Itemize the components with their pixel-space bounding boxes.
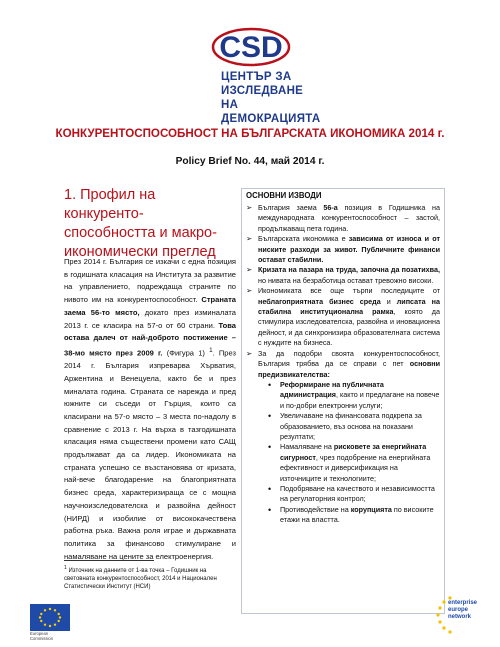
item-text: Икономиката все още търпи последиците от <box>258 286 440 296</box>
list-item <box>246 265 440 286</box>
een-line: enterprise <box>448 600 478 606</box>
item-text: Българската икономика е <box>258 234 349 244</box>
sub-list-item <box>246 484 440 505</box>
arrow-bullet-icon: ➢ <box>246 203 253 212</box>
logo-letters: CSD <box>219 31 283 64</box>
body-text-run: докато през изминалата 2013 г. се класира на 57-о от 60 страни. <box>64 307 236 330</box>
list-item <box>246 349 440 380</box>
key-findings-heading: ОСНОВНИ ИЗВОДИ <box>246 191 322 200</box>
arrow-bullet-icon: ➢ <box>246 348 253 358</box>
sub-list-item <box>246 411 440 442</box>
arrow-bullet-icon: ➢ <box>246 286 253 296</box>
footnote-divider <box>64 560 154 561</box>
item-bold: зависима от износа и от ниските разходи за живот. Публичните финанси остават стабилни. <box>258 234 440 265</box>
body-bold-run: Страната заема 56-то място, <box>64 295 236 317</box>
csd-logo-mark <box>211 26 291 68</box>
bullet-dot-icon: • <box>268 379 272 390</box>
item-text: , както и предлагане на повече и по-добри електронни услуги; <box>280 390 440 410</box>
footnote-mark: 1 <box>64 565 67 571</box>
body-bold-run: Това остава далеч от най-доброто постижение – 38-мо място през 2009 г. <box>64 320 236 358</box>
item-bold: липсата на стабилна институционална рамка <box>258 296 441 317</box>
een-text <box>448 600 477 621</box>
body-paragraph <box>64 256 236 563</box>
eu-caption-line: European <box>30 631 49 636</box>
item-bold: Кризата на пазара на труда, започна да позатихва, <box>258 265 440 275</box>
item-text: Увеличаване на финансовата подкрепа за образованието, въз основа на показани резултати; <box>280 411 422 441</box>
een-line: europe <box>448 607 469 613</box>
bullet-dot-icon: • <box>268 483 272 494</box>
footnote <box>64 564 236 591</box>
policy-brief-number: Policy Brief No. 44, май 2014 г. <box>175 156 325 167</box>
csd-logo <box>203 26 321 128</box>
item-bold: Реформиране на публичната администрация <box>280 379 384 400</box>
item-text: , чрез подобрение на енергийната ефективност и диверсификация на източниците и технологиите; <box>280 452 431 483</box>
european-commission-logo <box>30 604 70 641</box>
body-text-run: През 2014 г. България се изкачи с една позиция в годишната класация на Института за развитие на управлението, подреждаща страните по нивото им на конкурентоспособност. <box>64 257 236 305</box>
footnote-text: Източник на данните от 1-ва точка – Годишник на световната конкурентоспособност, 2014 и Национален Статистически Институт (НСИ) <box>64 568 217 590</box>
key-findings-list <box>246 203 440 526</box>
item-bold: 56-а <box>323 203 338 212</box>
item-text: но нивата на безработица остават тревожно високи. <box>258 275 434 285</box>
eu-flag-icon <box>30 604 70 631</box>
item-text: по високите етажи на властта. <box>280 504 434 525</box>
sub-list-item <box>246 380 440 411</box>
item-text: и <box>380 296 397 306</box>
footnote-reference[interactable]: 1 <box>209 346 213 354</box>
item-text: Противодействие на <box>280 504 351 514</box>
item-text: България заема <box>258 203 324 212</box>
item-text: Подобряване на качеството и независимостта на регулаторния контрол; <box>280 483 435 504</box>
sub-list-item <box>246 505 440 526</box>
item-text: За да подобри своята конкурентоспособност, България трябва да се справи с пет <box>258 348 440 369</box>
item-bold: корупцията <box>350 504 392 514</box>
list-item <box>246 234 440 265</box>
item-bold: основни предизвикателства: <box>258 359 440 379</box>
list-item <box>246 286 440 348</box>
logo-line: ИЗСЛЕДВАНЕ НА <box>221 85 304 111</box>
item-text: позиция в Годишника на международната конкурентоспособност – застой, продължаващ пета година. <box>258 203 440 233</box>
bullet-dot-icon: • <box>268 442 272 453</box>
item-text: Намаляване на <box>280 442 334 452</box>
bullet-dot-icon: • <box>268 411 272 422</box>
arrow-bullet-icon: ➢ <box>246 234 253 244</box>
enterprise-europe-network-logo <box>434 590 484 640</box>
eu-caption <box>30 631 70 641</box>
logo-text <box>221 70 321 126</box>
een-line: network <box>448 614 472 620</box>
sub-list-item <box>246 442 440 484</box>
item-text: , която да стимулира изследователска, развойна и иновационна дейност, и да синхронизира образователната система с нуждите на бизнеса. <box>258 307 440 348</box>
key-findings-box <box>241 188 445 614</box>
logo-line: ЦЕНТЪР ЗА <box>221 71 292 83</box>
eu-caption-line: Commission <box>30 636 54 641</box>
figure-reference: (Фигура 1) <box>166 348 205 358</box>
bullet-dot-icon: • <box>268 504 272 515</box>
arrow-bullet-icon: ➢ <box>246 265 253 275</box>
list-item <box>246 203 440 234</box>
document-title: КОНКУРЕНТОСПОСОБНОСТ НА БЪЛГАРСКАТА ИКОНОМИКА 2014 г. <box>55 127 445 140</box>
body-text-run: . През 2014 г. България изпреварва Хърватия, Аржентина и Венецуела, както бе и през миналата година. Страната се нарежда и пред южните си съседи от Гърция, които са класирани на 57-о място – 3 места по-надолу в сравнение с 2013 г. На върха в тазгодишната класация няма съществени промени като САЩ продължават да са лидер. Икономиката на страната успешно се възстановява от кризата, най-вече благодарение на благоприятната бизнес среда, характеризираща се с мощна научноизследователска и развойна дейност (НИРД) и изобилие от висококачествена работна ръка. Важна роля играе и държавната политика за финансово стимулиране и намаляване на цените за електроенергия. <box>64 348 236 561</box>
item-bold: неблагоприятната бизнес среда <box>258 296 381 306</box>
logo-line: ДЕМОКРАЦИЯТА <box>221 113 321 125</box>
section-heading: 1. Профил на конкуренто-способността и макро-икономически преглед <box>64 187 217 260</box>
item-bold: рисковете за енергийната сигурност <box>280 442 427 462</box>
